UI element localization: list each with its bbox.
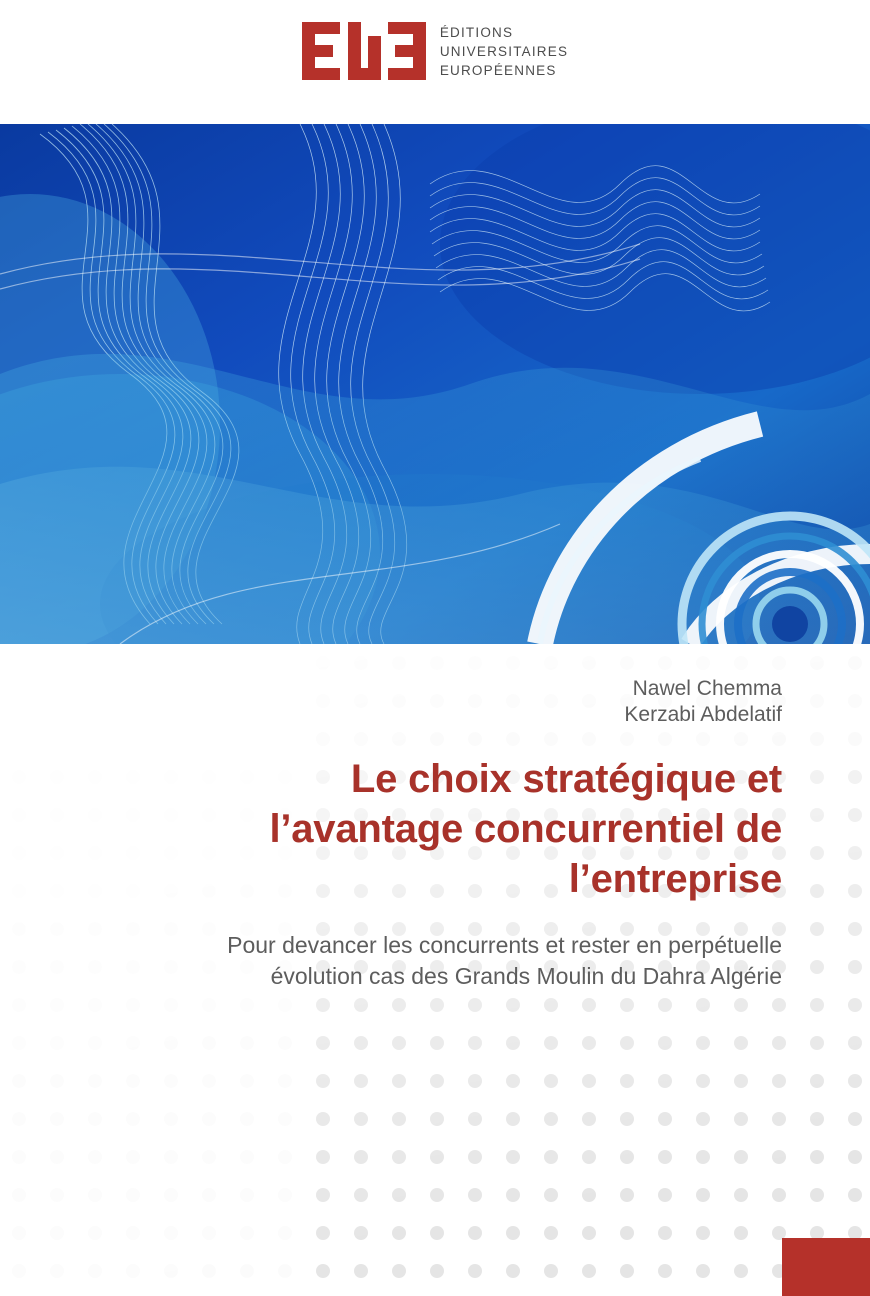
cover-artwork <box>0 124 870 644</box>
cover-text-column <box>162 676 782 992</box>
publisher-name <box>440 23 568 80</box>
abstract-blue-wave-artwork <box>0 124 870 644</box>
publisher-line-3: EUROPÉENNES <box>439 62 557 78</box>
eue-logo-icon <box>302 22 426 80</box>
author-name-2: Kerzabi Abdelatif <box>624 703 782 726</box>
author-list <box>162 676 782 728</box>
book-subtitle: Pour devancer les concurrents et rester en perpétuelle évolution cas des Grands Moulin du Dahra Algérie <box>227 932 782 989</box>
cover-lower-area <box>0 644 870 1296</box>
corner-accent-block <box>782 1238 870 1296</box>
book-title: Le choix stratégique et l’avantage concurrentiel de l’entreprise <box>269 757 782 901</box>
publisher-line-2: UNIVERSITAIRES <box>439 43 569 59</box>
publisher-line-1: ÉDITIONS <box>439 24 514 40</box>
author-name-1: Nawel Chemma <box>632 677 782 700</box>
publisher-logo <box>0 22 870 80</box>
